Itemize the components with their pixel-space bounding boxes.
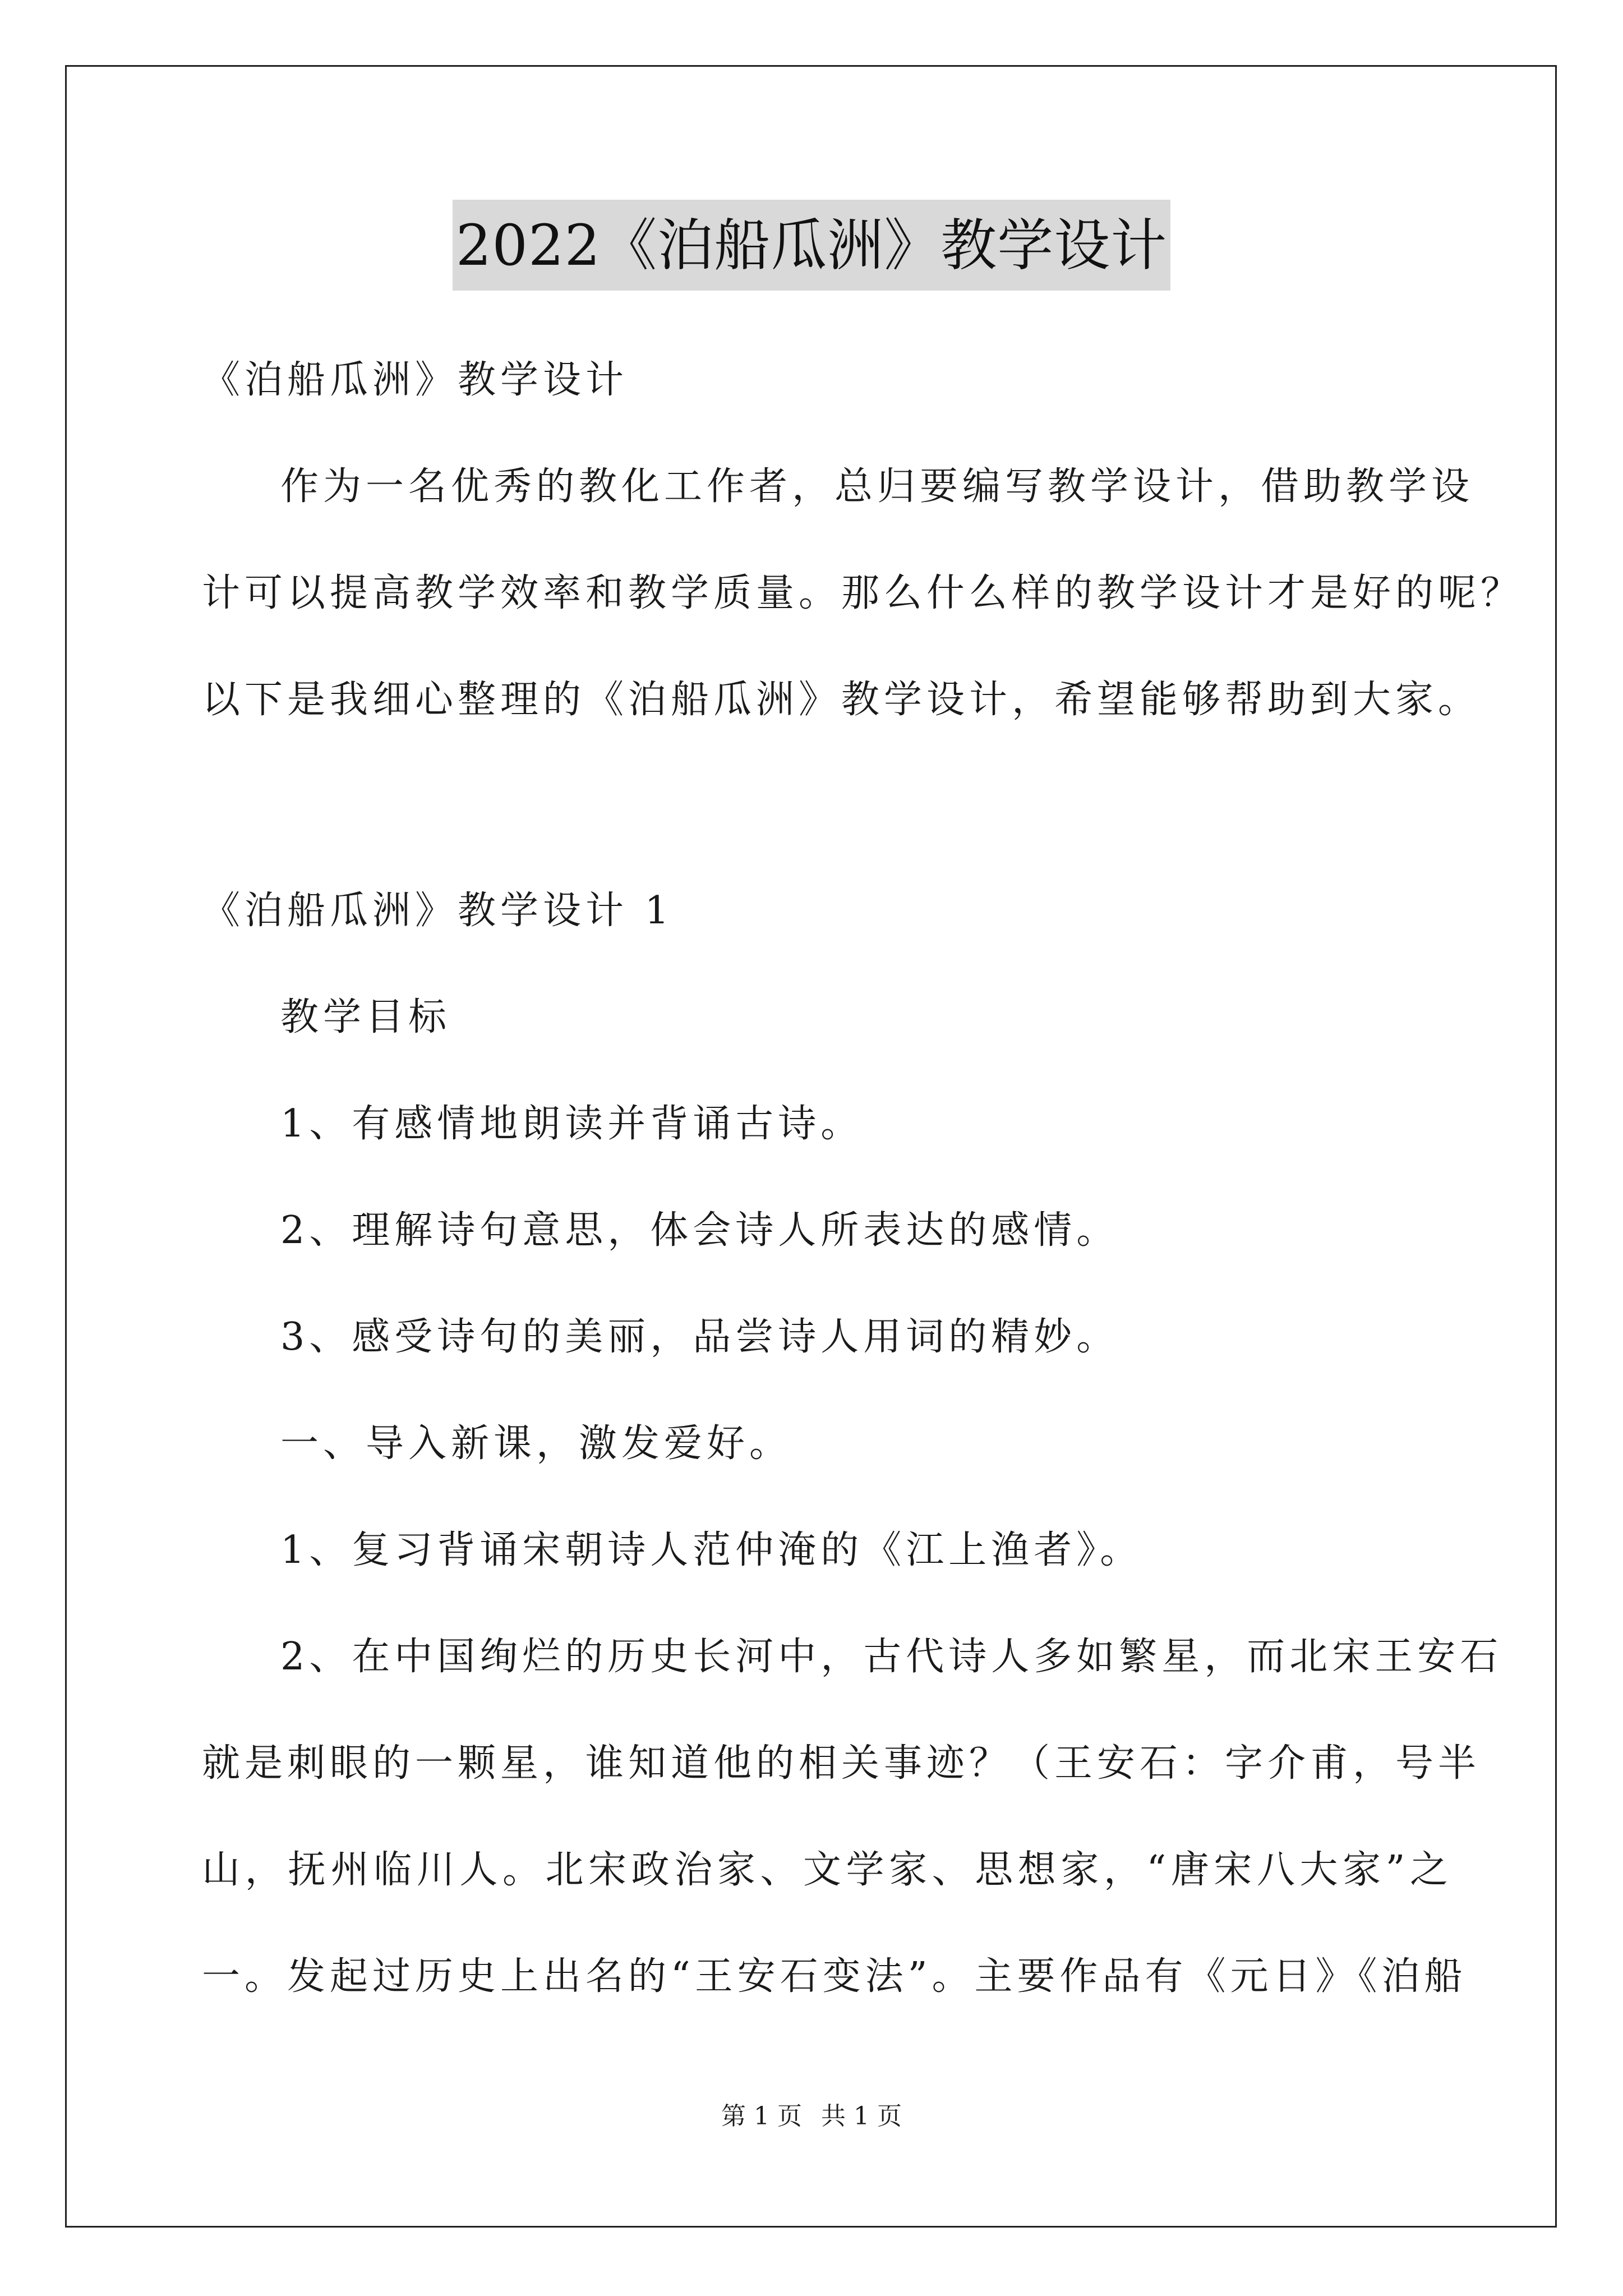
body-line: 一。发起过历史上出名的“王安石变法”。主要作品有《元日》《泊船 (202, 1954, 1467, 1999)
section-heading: 《泊船瓜洲》教学设计 1 (202, 889, 674, 933)
body-line: 作为一名优秀的教化工作者，总归要编写教学设计，借助教学设 (280, 464, 1474, 509)
body-line: 山，抚州临川人。北宋政治家、文学家、思想家，“唐宋八大家”之 (202, 1848, 1453, 1892)
body-line: 教学目标 (280, 995, 451, 1039)
body-line: 2、在中国绚烂的历史长河中，古代诗人多如繁星，而北宋王安石 (280, 1635, 1503, 1679)
body-line: 一、导入新课，激发爱好。 (280, 1421, 792, 1466)
body-line: 3、感受诗句的美丽，品尝诗人用词的精妙。 (280, 1315, 1119, 1359)
document-title: 2022《泊船瓜洲》教学设计 (453, 200, 1171, 291)
body-line: 就是刺眼的一颗星，谁知道他的相关事迹？（王安石：字介甫，号半 (202, 1741, 1481, 1786)
body-line: 2、理解诗句意思，体会诗人所表达的感情。 (280, 1208, 1119, 1253)
page-total: 共 1 页 (821, 2102, 902, 2131)
subtitle-line: 《泊船瓜洲》教学设计 (202, 358, 629, 402)
title-container (0, 200, 1623, 291)
body-line: 计可以提高教学效率和教学质量。那么什么样的教学设计才是好的呢？ (202, 571, 1524, 615)
body-line: 1、复习背诵宋朝诗人范仲淹的《江上渔者》。 (280, 1528, 1143, 1572)
body-line: 以下是我细心整理的《泊船瓜洲》教学设计，希望能够帮助到大家。 (202, 678, 1481, 722)
body-line: 1、有感情地朗读并背诵古诗。 (280, 1102, 864, 1146)
page-number: 第 1 页 (721, 2102, 802, 2131)
page-footer (0, 2101, 1623, 2132)
